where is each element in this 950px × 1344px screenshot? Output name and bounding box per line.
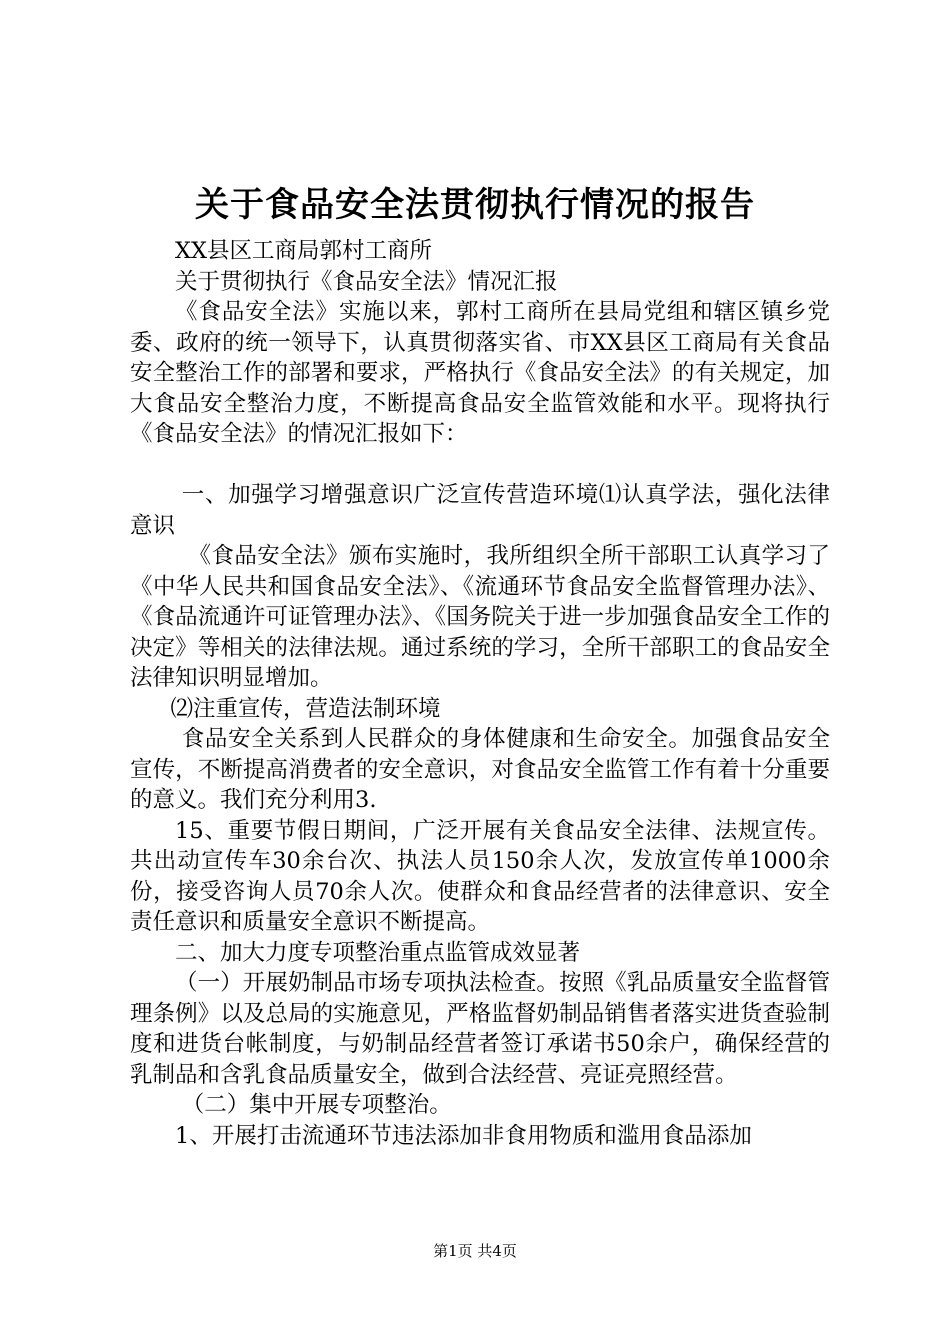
page-footer: 第1页 共4页 <box>433 1242 517 1260</box>
blank-line <box>130 450 830 481</box>
section-heading-2: 二、加大力度专项整治重点监管成效显著 <box>175 939 581 966</box>
subsection-heading-2: ⑵注重宣传，营造法制环境 <box>170 695 441 722</box>
paragraph-campaign: 15、重要节假日期间，广泛开展有关食品安全法律、法规宣传。共出动宣传车30余台次、执法人员150余人次，发放宣传单1000余份，接受咨询人员70余人次。使群众和食品经营者的法律意识、安全责任意识和质量安全意识不断提高。 <box>130 817 830 935</box>
paragraph-publicity: 食品安全关系到人民群众的身体健康和生命安全。加强食品安全宣传，不断提高消费者的安全意识，对食品安全监管工作有着十分重要的意义。我们充分利用3. <box>130 726 830 813</box>
document-body <box>130 236 830 1151</box>
document-title: 关于食品安全法贯彻执行情况的报告 <box>195 185 755 225</box>
paragraph-dairy: （一）开展奶制品市场专项执法检查。按照《乳品质量安全监督管理条例》以及总局的实施意见，严格监督奶制品销售者落实进货查验制度和进货台帐制度，与奶制品经营者签订承诺书50余户，确保经营的乳制品和含乳食品质量安全，做到合法经营、亮证亮照经营。 <box>130 970 830 1088</box>
subtitle-line: 关于贯彻执行《食品安全法》情况汇报 <box>175 268 558 295</box>
subsection-heading-concentrated: （二）集中开展专项整治。 <box>181 1092 452 1118</box>
paragraph-additives: 1、开展打击流通环节违法添加非食用物质和滥用食品添加 <box>175 1122 752 1149</box>
section-heading-1: 一、加强学习增强意识广泛宣传营造环境⑴认真学法，强化法律意识 <box>130 482 830 539</box>
paragraph-intro: 《食品安全法》实施以来，郭村工商所在县局党组和辖区镇乡党委、政府的统一领导下，认真贯彻落实省、市XX县区工商局有关食品安全整治工作的部署和要求，严格执行《食品安全法》的有关规定，加大食品安全整治力度，不断提高食品安全监管效能和水平。现将执行《食品安全法》的情况汇报如下： <box>130 299 830 447</box>
paragraph-study: 《食品安全法》颁布实施时，我所组织全所干部职工认真学习了《中华人民共和国食品安全法》、《流通环节食品安全监督管理办法》、《食品流通许可证管理办法》、《国务院关于进一步加强食品安全工作的决定》等相关的法律法规。通过系统的学习，全所干部职工的食品安全法律知识明显增加。 <box>130 543 830 691</box>
org-line: XX县区工商局郭村工商所 <box>175 238 433 264</box>
